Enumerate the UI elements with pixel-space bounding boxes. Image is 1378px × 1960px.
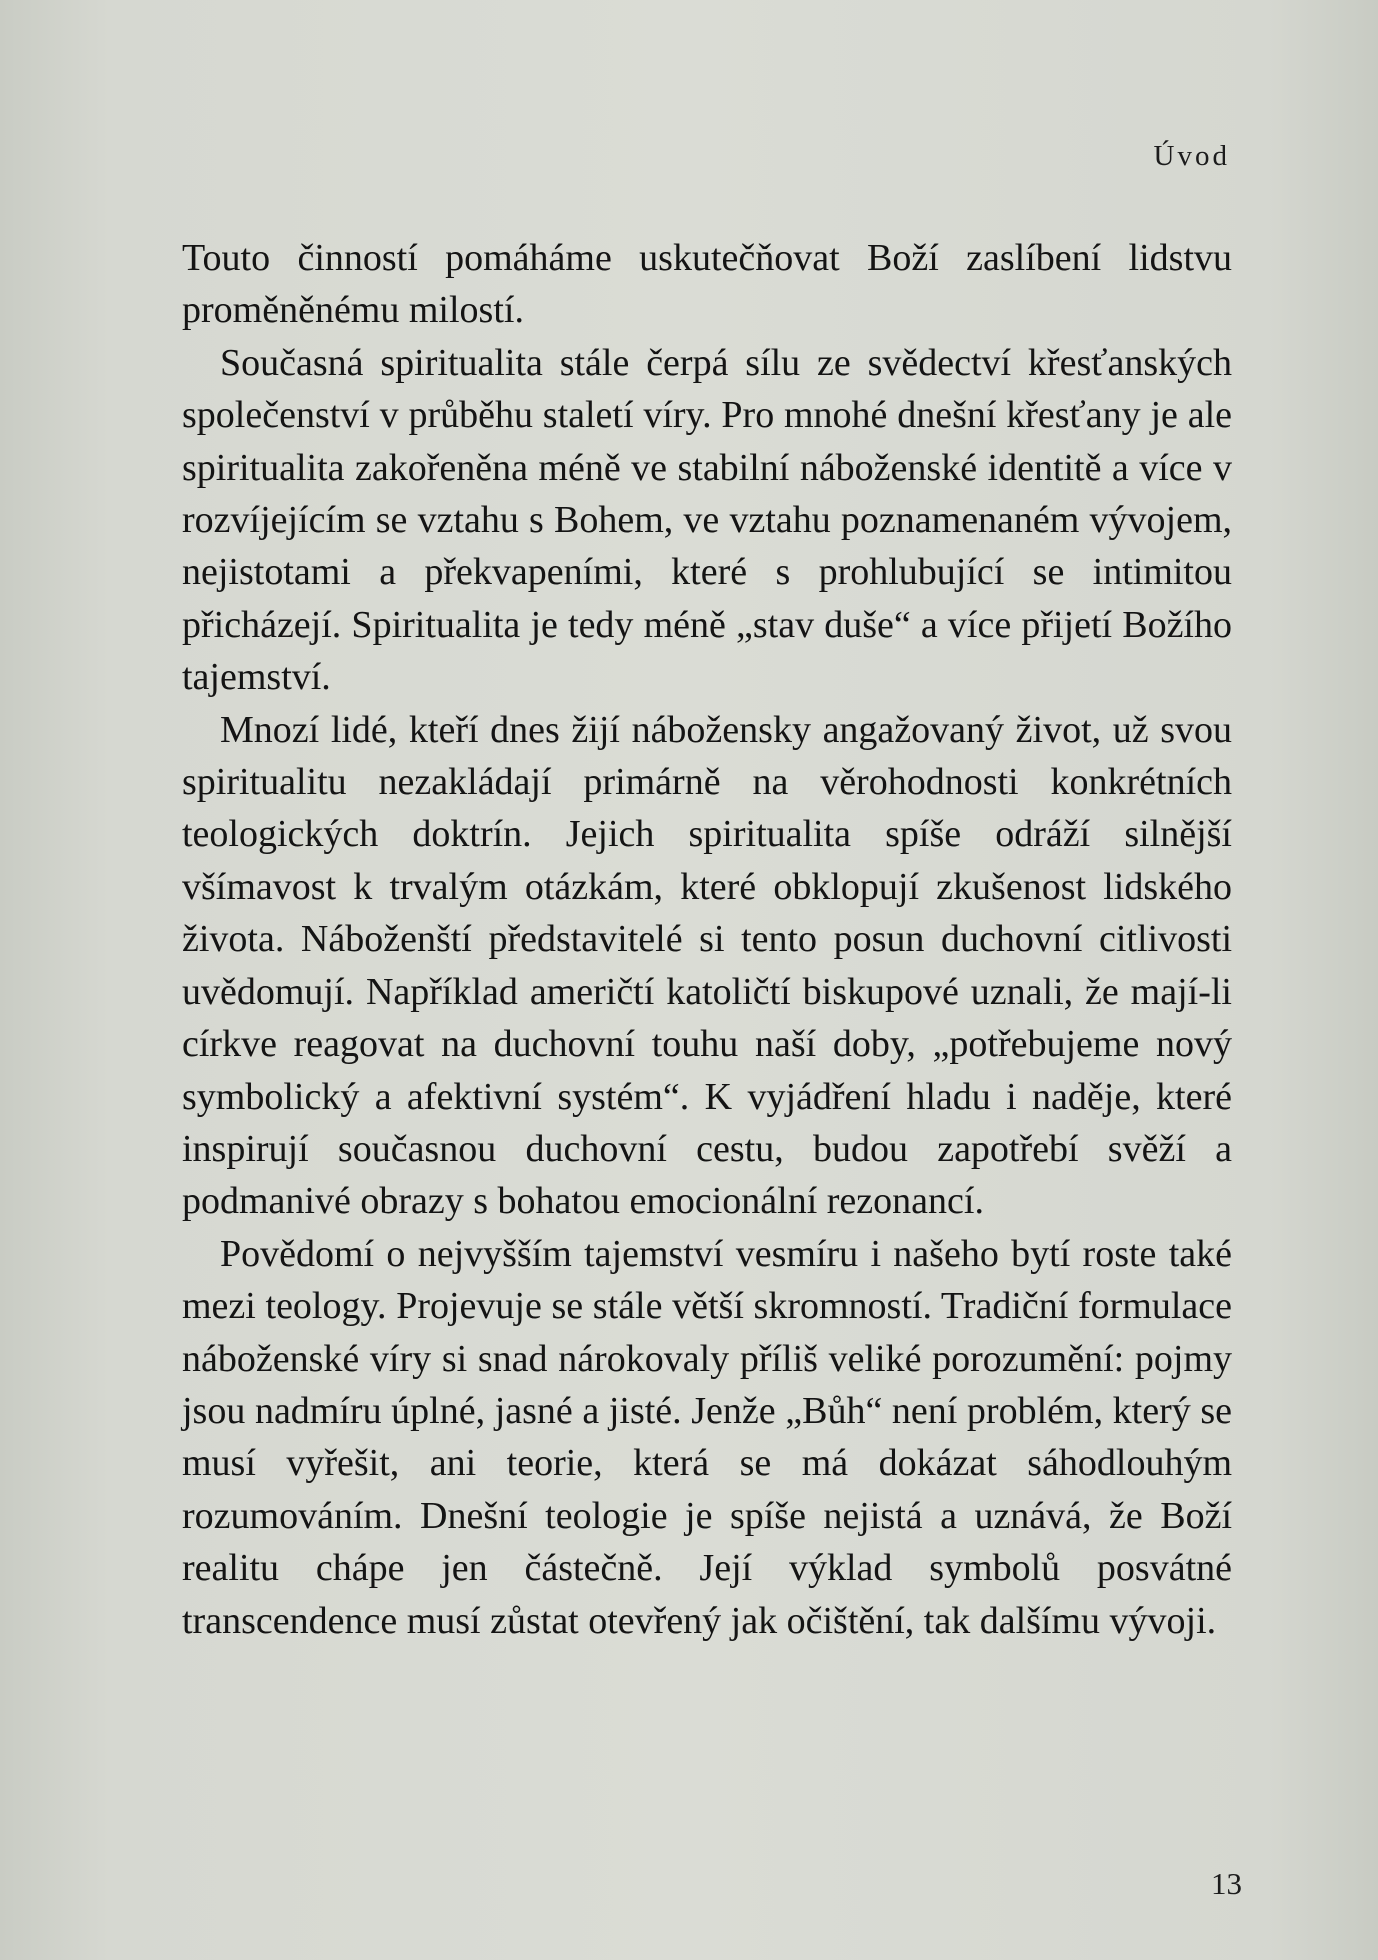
paragraph: Mnozí lidé, kteří dnes žijí nábožensky angažovaný život, už svou spiritualitu nezakládají primárně na věrohodnosti konkrétních teologických doktrín. Jejich spiritualita spíše odráží silnější všímavost k trvalým otázkám, které obklopují zkušenost lidského života. Náboženští představitelé si tento posun duchovní citlivosti uvědomují. Například američtí katoličtí biskupové uznali, že mají-li církve reagovat na duchovní touhu naší doby, „potřebujeme nový symbolický a afektivní systém“. K vyjádření hladu i naděje, které inspirují současnou duchovní cestu, budou zapotřebí svěží a podmanivé obrazy s bohatou emocionální rezonancí. — [182, 708, 1232, 1223]
page-number: 13 — [1211, 1866, 1242, 1901]
paragraph: Touto činností pomáháme uskutečňovat Boží zaslíbení lidstvu proměněnému milostí. — [182, 237, 1232, 332]
running-head: Úvod — [1153, 140, 1230, 172]
paragraph: Povědomí o nejvyšším tajemství vesmíru i našeho bytí roste také mezi teology. Projevuje se stále větší skromností. Tradiční formulace náboženské víry si snad nárokovaly příliš veliké porozumění: pojmy jsou nadmíru úplné, jasné a jisté. Jenže „Bůh“ není problém, který se musí vyřešit, ani teorie, která se má dokázat sáhodlouhým rozumováním. Dnešní teologie je spíše nejistá a uznává, že Boží realitu chápe jen částečně. Její výklad symbolů posvátné transcendence musí zůstat otevřený jak očištění, tak dalšímu vývoji. — [182, 1232, 1232, 1642]
body-text — [182, 232, 1232, 1647]
paragraph: Současná spiritualita stále čerpá sílu ze svědectví křesťanských společenství v průběhu staletí víry. Pro mnohé dnešní křesťany je ale spiritualita zakořeněna méně ve stabilní náboženské identitě a více v rozvíjejícím se vztahu s Bohem, ve vztahu poznamenaném vývojem, nejistotami a překvapeními, které s prohlubující se intimitou přicházejí. Spiritualita je tedy méně „stav duše“ a více přijetí Božího tajemství. — [182, 341, 1232, 699]
